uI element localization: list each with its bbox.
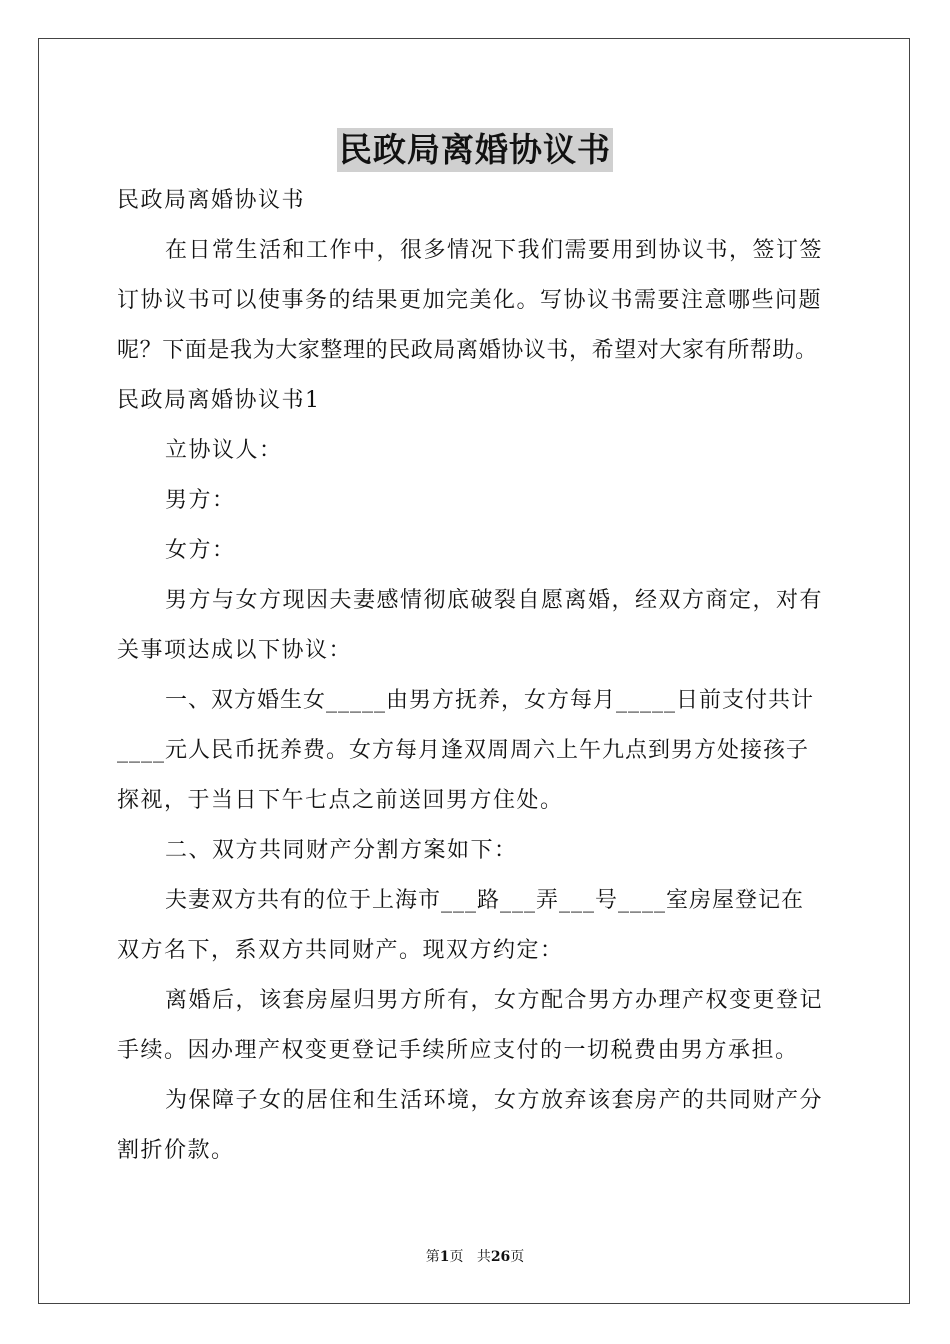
body-line: 男方： [165,488,236,513]
body-line: 民政局离婚协议书 [117,188,306,213]
body-line: 一、双方婚生女_____由男方抚养，女方每月_____日前支付共计 [165,688,815,713]
body-line: 呢？下面是我为大家整理的民政局离婚协议书，希望对大家有所帮助。 [117,338,818,363]
body-line: 女方： [165,538,236,563]
body-line: 立协议人： [165,438,283,463]
body-line: 手续。因办理产权变更登记手续所应支付的一切税费由男方承担。 [117,1038,799,1063]
body-line: 双方名下，系双方共同财产。现双方约定： [117,938,564,963]
footer-total-suffix: 页 [510,1249,525,1265]
body-line: 离婚后，该套房屋归男方所有，女方配合男方办理产权变更登记 [165,988,824,1013]
body-line: 订协议书可以使事务的结果更加完美化。写协议书需要注意哪些问题 [117,288,823,313]
body-line: 夫妻双方共有的位于上海市___路___弄___号____室房屋登记在 [165,888,805,913]
body-line: 关事项达成以下协议： [117,638,353,663]
document-title: 民政局离婚协议书 [337,128,613,172]
title-wrap [0,128,950,172]
footer-page-number: 1 [439,1249,450,1265]
body-line: 民政局离婚协议书1 [117,388,321,413]
footer-page-suffix: 页 [449,1249,464,1265]
page-footer [0,1246,950,1266]
body-line: 二、双方共同财产分割方案如下： [165,838,518,863]
footer-page-prefix: 第 [425,1249,440,1265]
footer-total-number: 26 [490,1249,511,1265]
body-line: 探视，于当日下午七点之前送回男方住处。 [117,788,564,813]
body-line: 割折价款。 [117,1138,235,1163]
body-line: ____元人民币抚养费。女方每月逢双周周六上午九点到男方处接孩子 [117,738,810,763]
footer-total-prefix: 共 [476,1249,491,1265]
document-body [117,176,837,1176]
body-line: 在日常生活和工作中，很多情况下我们需要用到协议书，签订签 [165,238,824,263]
body-line: 男方与女方现因夫妻感情彻底破裂自愿离婚，经双方商定，对有 [165,588,824,613]
body-line: 为保障子女的居住和生活环境，女方放弃该套房产的共同财产分 [165,1088,824,1113]
